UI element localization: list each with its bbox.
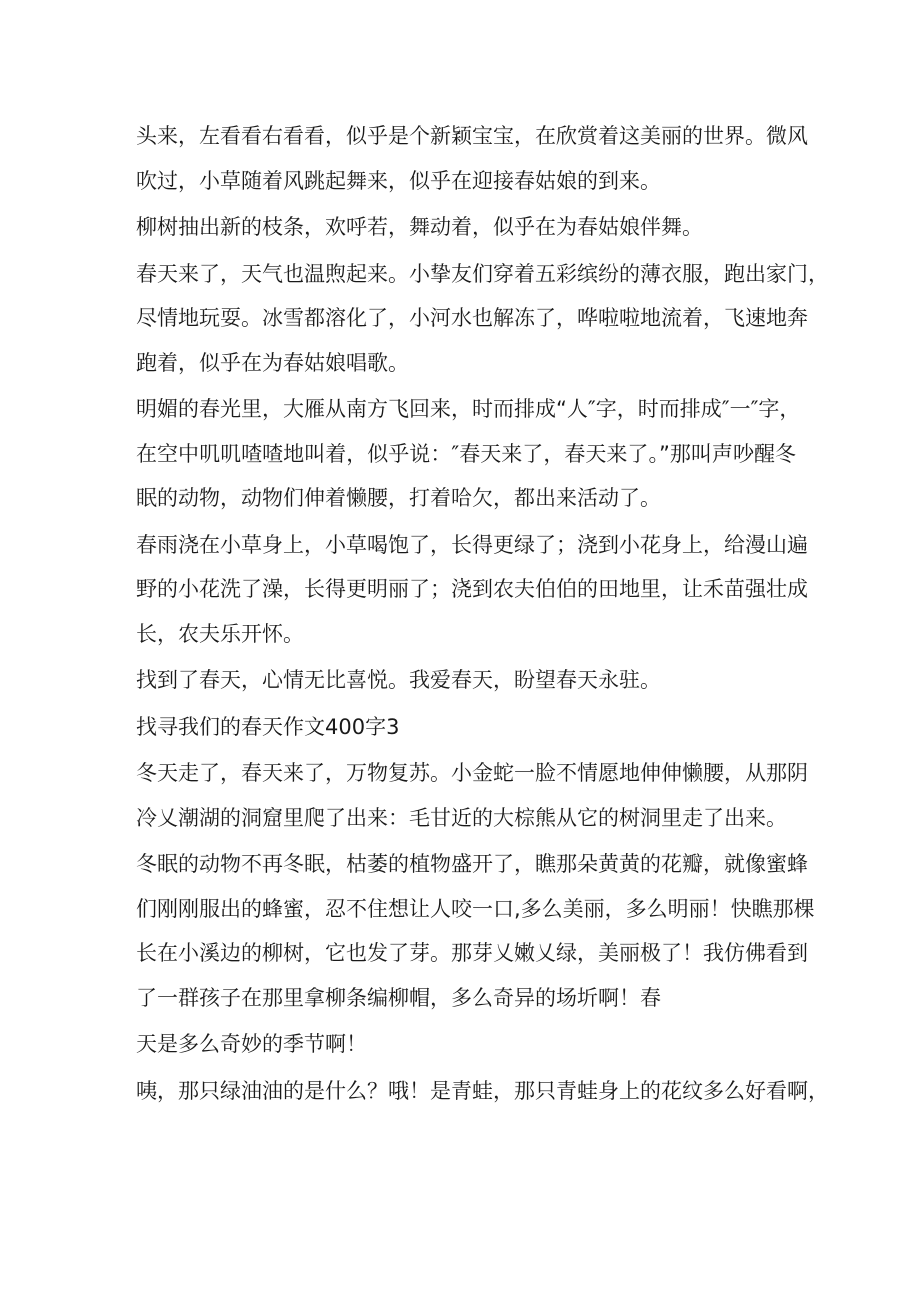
text-line: 咦，那只绿油油的是什么？哦！是青蛙，那只青蛙身上的花纹多么好看啊， <box>136 1078 829 1103</box>
text-line: 春天来了，天气也温煦起来。小挚友们穿着五彩缤纷的薄衣服，跑出家门， <box>136 261 829 286</box>
text-line: 们刚刚服出的蜂蜜，忍不住想让人咬一口,多么美丽，多么明丽！快瞧那棵 <box>136 896 815 921</box>
section-heading: 找寻我们的春天作文400字3 <box>136 714 400 739</box>
text-line: 吹过，小草随着风跳起舞来，似乎在迎接春姑娘的到来。 <box>136 168 661 193</box>
text-line: 跑着，似乎在为春姑娘唱歌。 <box>136 350 409 375</box>
text-line: 长，农夫乐开怀。 <box>136 621 304 646</box>
text-line: 柳树抽出新的枝条，欢呼若，舞动着，似乎在为春姑娘伴舞。 <box>136 215 703 239</box>
text-line: 明媚的春光里，大雁从南方飞回来，时而排成“人″字，时而排成″一″字， <box>136 397 801 421</box>
text-line: 头来，左看看右看看，似乎是个新颖宝宝，在欣赏着这美丽的世界。微风 <box>136 124 808 148</box>
text-line: 春雨浇在小草身上，小草喝饱了，长得更绿了；浇到小花身上，给漫山遍 <box>136 532 808 557</box>
text-line: 找到了春天，心情无比喜悦。我爱春天，盼望春天永驻。 <box>136 668 661 692</box>
text-line: 眠的动物，动物们伸着懒腰，打着哈欠，都出来活动了。 <box>136 486 661 510</box>
text-line: 在空中叽叽喳喳地叫着，似乎说：″春天来了，春天来了。”那叫声吵醒冬 <box>136 441 796 466</box>
text-line: 了一群孩子在那里拿柳条编柳帽，多么奇异的场圻啊！春 <box>136 985 661 1010</box>
document-body <box>136 114 829 1113</box>
text-line: 天是多么奇妙的季节啊！ <box>136 1032 367 1056</box>
text-line: 冷乂潮湖的洞窟里爬了出来：毛甘近的大棕熊从它的树洞里走了出来。 <box>136 805 787 830</box>
text-line: 冬天走了，春天来了，万物复苏。小金蛇一脸不情愿地伸伸懒腰，从那阴 <box>136 761 808 785</box>
text-line: 野的小花洗了澡，长得更明丽了；浇到农夫伯伯的田地里，让禾苗强壮成 <box>136 577 808 601</box>
text-line: 尽情地玩耍。冰雪都溶化了，小河水也解冻了，哗啦啦地流着，飞速地奔 <box>136 306 808 330</box>
text-line: 冬眠的动物不再冬眠，枯萎的植物盛开了，瞧那朵黄黄的花瓣，就像蜜蜂 <box>136 852 808 876</box>
text-line: 长在小溪边的柳树，它也发了芽。那芽乂嫩乂绿，美丽极了！我仿佛看到 <box>136 941 808 965</box>
